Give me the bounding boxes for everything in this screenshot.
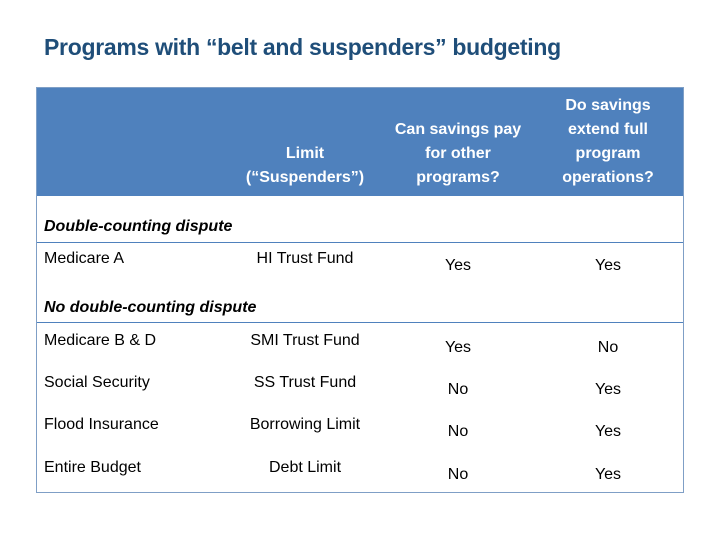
- header-limit: Limit (“Suspenders”): [245, 145, 365, 186]
- table-row: [37, 332, 683, 362]
- pay-other-cell: No: [447, 466, 469, 483]
- extend-cell: Yes: [594, 466, 622, 483]
- table-row: [37, 459, 683, 489]
- table-row: [37, 416, 683, 446]
- pay-other-cell: No: [447, 381, 469, 398]
- header-extend-operations: Do savings extend full program operations?: [562, 97, 654, 186]
- program-cell: Entire Budget: [44, 459, 141, 476]
- extend-cell: No: [597, 339, 619, 356]
- limit-cell: SMI Trust Fund: [250, 332, 360, 349]
- extend-cell: Yes: [594, 381, 622, 398]
- extend-cell: Yes: [594, 257, 622, 274]
- program-cell: Medicare A: [44, 250, 125, 267]
- table-row: [37, 374, 683, 404]
- section-label: No double-counting dispute: [44, 299, 257, 316]
- limit-cell: HI Trust Fund: [256, 250, 354, 267]
- divider: [37, 322, 683, 323]
- program-cell: Social Security: [44, 374, 150, 391]
- limit-cell: SS Trust Fund: [253, 374, 357, 391]
- pay-other-cell: Yes: [444, 339, 472, 356]
- pay-other-cell: No: [447, 423, 469, 440]
- program-cell: Flood Insurance: [44, 416, 159, 433]
- limit-cell: Borrowing Limit: [249, 416, 361, 433]
- extend-cell: Yes: [594, 423, 622, 440]
- budgeting-table: [36, 87, 684, 493]
- pay-other-cell: Yes: [444, 257, 472, 274]
- header-pay-other: Can savings pay for other programs?: [394, 121, 522, 186]
- divider: [37, 242, 683, 243]
- slide-title: Programs with “belt and suspenders” budgeting: [44, 34, 561, 60]
- table-header: [37, 88, 683, 196]
- table-row: [37, 250, 683, 280]
- program-cell: Medicare B & D: [44, 332, 157, 349]
- limit-cell: Debt Limit: [268, 459, 342, 476]
- section-label: Double-counting dispute: [44, 218, 233, 235]
